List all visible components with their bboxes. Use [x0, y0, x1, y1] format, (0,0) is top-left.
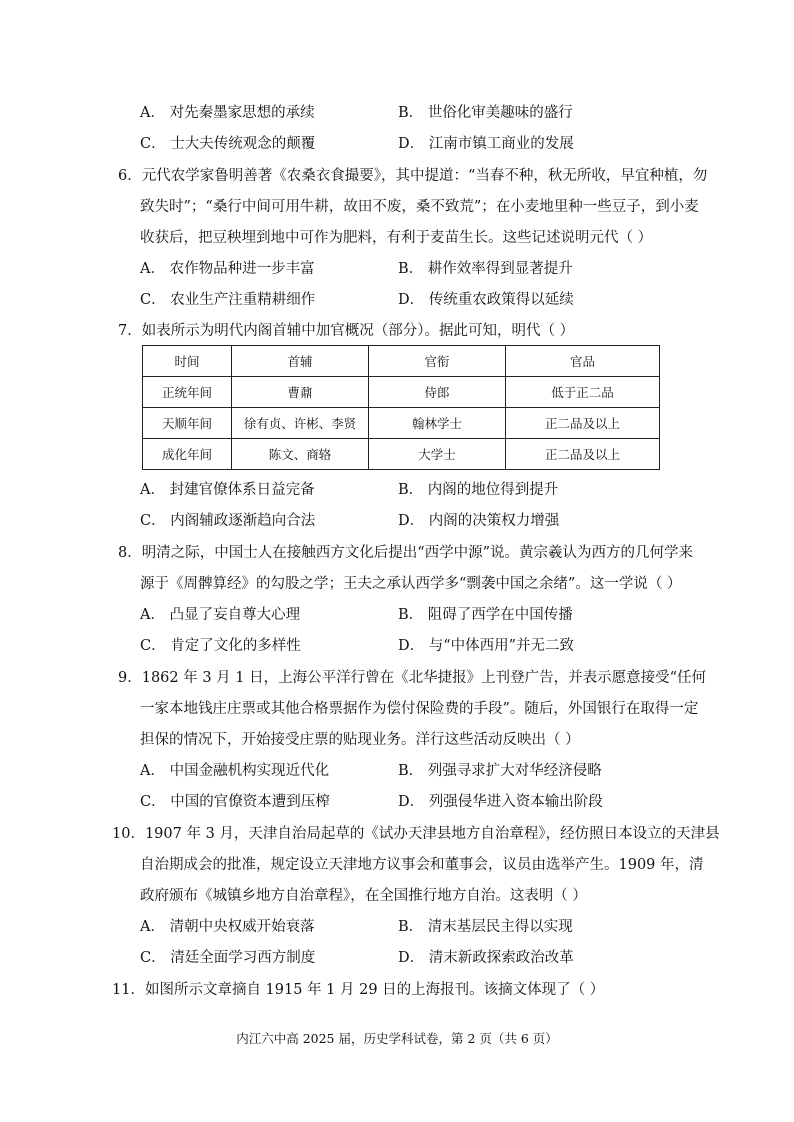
table-cell: 正统年间 — [143, 377, 232, 408]
q9-option-c[interactable]: C． 中国的官僚资本遭到压榨 — [140, 794, 330, 810]
q11-stem-line-1: 11．如图所示文章摘自 1915 年 1 月 29 日的上海报刊。该摘文体现了（ ） — [112, 982, 605, 998]
table-header-cell: 官品 — [506, 346, 660, 377]
q9-option-a[interactable]: A． 中国金融机构实现近代化 — [140, 763, 330, 779]
q6-option-a[interactable]: A． 农作物品种进一步丰富 — [140, 261, 315, 277]
q8-option-d[interactable]: D． 与“中体西用”并无二致 — [398, 638, 575, 654]
q10-stem-line-1: 10．1907 年 3 月，天津自治局起草的《试办天津县地方自治章程》，经仿照日本设立的天津县 — [112, 826, 720, 842]
q8-option-c[interactable]: C． 肯定了文化的多样性 — [140, 638, 301, 654]
q10-option-b[interactable]: B． 清末基层民主得以实现 — [398, 919, 573, 935]
table-row — [143, 377, 660, 408]
q8-stem-line-1: 8．明清之际，中国士人在接触西方文化后提出“西学中源”说。黄宗羲认为西方的几何学来 — [118, 545, 694, 561]
table-cell: 正二品及以上 — [506, 439, 660, 470]
table-cell: 侍郎 — [369, 377, 506, 408]
page-footer: 内江六中高 2025 届，历史学科试卷，第 2 页（共 6 页） — [236, 1031, 558, 1046]
table-header-cell: 时间 — [143, 346, 232, 377]
table-cell: 低于正二品 — [506, 377, 660, 408]
q9-stem-line-1: 9．1862 年 3 月 1 日，上海公平洋行曾在《北华捷报》上刊登广告，并表示愿意接受“任何 — [118, 670, 707, 686]
table-header-cell: 首辅 — [232, 346, 369, 377]
q5-option-b[interactable]: B． 世俗化审美趣味的盛行 — [398, 105, 573, 121]
table-cell: 徐有贞、许彬、李贤 — [232, 408, 369, 439]
table-header-row — [143, 346, 660, 377]
table-cell: 翰林学士 — [369, 408, 506, 439]
q8-stem-line-2: 源于《周髀算经》的勾股之学；王夫之承认西学多“剽袭中国之余绪”。这一学说（ ） — [140, 576, 682, 592]
q9-stem-line-2: 一家本地钱庄庄票或其他合格票据作为偿付保险费的手段”。随后，外国银行在取得一定 — [140, 701, 699, 717]
q10-stem-line-2: 自治期成会的批准，规定设立天津地方议事会和董事会，议员由选举产生。1909 年，清 — [140, 857, 704, 873]
table-cell: 成化年间 — [143, 439, 232, 470]
table-cell: 大学士 — [369, 439, 506, 470]
q8-option-a[interactable]: A． 凸显了妄自尊大心理 — [140, 607, 301, 623]
table-row — [143, 439, 660, 470]
q10-stem-line-3: 政府颁布《城镇乡地方自治章程》，在全国推行地方自治。这表明（ ） — [140, 888, 587, 904]
q6-option-b[interactable]: B． 耕作效率得到显著提升 — [398, 261, 573, 277]
q7-table — [142, 345, 660, 470]
q6-stem-line-3: 收获后，把豆秧埋到地中可作为肥料，有利于麦苗生长。这些记述说明元代（ ） — [140, 230, 653, 246]
q10-option-a[interactable]: A． 清朝中央权威开始衰落 — [140, 919, 315, 935]
q9-stem-line-3: 担保的情况下，开始接受庄票的贴现业务。洋行这些活动反映出（ ） — [140, 732, 580, 748]
q10-option-d[interactable]: D． 清末新政探索政治改革 — [398, 950, 574, 966]
q5-option-c[interactable]: C． 士大夫传统观念的颠覆 — [140, 136, 316, 152]
q6-stem-line-1: 6．元代农学家鲁明善著《农桑衣食撮要》，其中提道：“当春不种，秋无所收，早宜种植，勿 — [118, 168, 708, 184]
q5-option-d[interactable]: D． 江南市镇工商业的发展 — [398, 136, 574, 152]
q10-option-c[interactable]: C． 清廷全面学习西方制度 — [140, 950, 316, 966]
q6-option-c[interactable]: C． 农业生产注重精耕细作 — [140, 292, 316, 308]
table-row — [143, 408, 660, 439]
table-header-cell: 官衔 — [369, 346, 506, 377]
table-cell: 曹鼐 — [232, 377, 369, 408]
q6-option-d[interactable]: D． 传统重农政策得以延续 — [398, 292, 574, 308]
table-cell: 天顺年间 — [143, 408, 232, 439]
table-cell: 陈文、商辂 — [232, 439, 369, 470]
q6-stem-line-2: 致失时”；“桑行中间可用牛耕，故田不废，桑不致荒”；在小麦地里种一些豆子，到小麦 — [140, 199, 699, 215]
q9-option-b[interactable]: B． 列强寻求扩大对华经济侵略 — [398, 763, 602, 779]
q7-option-c[interactable]: C． 内阁辅政逐渐趋向合法 — [140, 513, 316, 529]
q7-option-b[interactable]: B． 内阁的地位得到提升 — [398, 482, 559, 498]
q5-option-a[interactable]: A． 对先秦墨家思想的承续 — [140, 105, 315, 121]
q7-option-a[interactable]: A． 封建官僚体系日益完备 — [140, 482, 315, 498]
q9-option-d[interactable]: D． 列强侵华进入资本输出阶段 — [398, 794, 603, 810]
table-cell: 正二品及以上 — [506, 408, 660, 439]
q7-stem-line-1: 7．如表所示为明代内阁首辅中加官概况（部分）。据此可知，明代（ ） — [118, 323, 575, 339]
q7-option-d[interactable]: D． 内阁的决策权力增强 — [398, 513, 560, 529]
q8-option-b[interactable]: B． 阻碍了西学在中国传播 — [398, 607, 573, 623]
